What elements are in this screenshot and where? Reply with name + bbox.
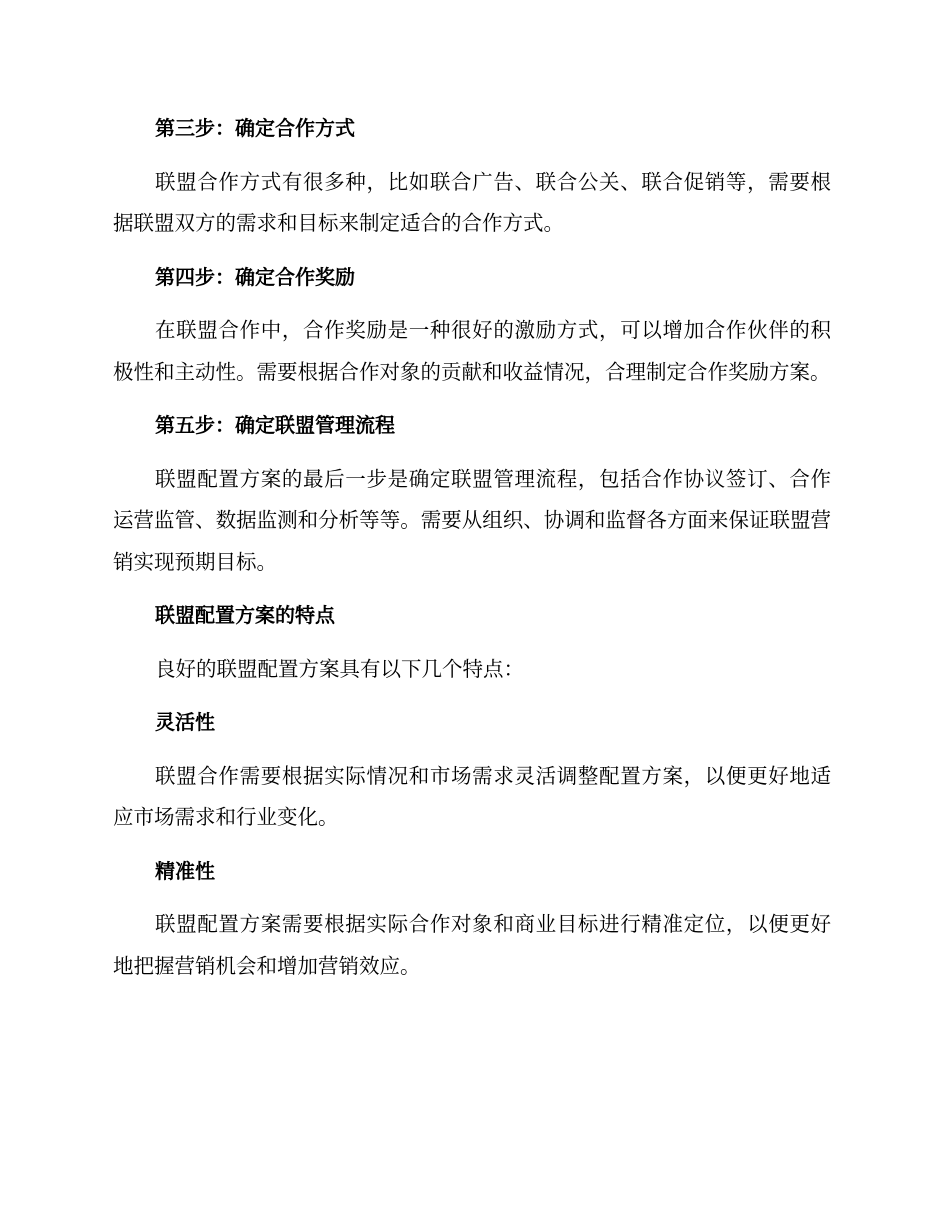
section-heading-step-3: 第三步：确定合作方式	[155, 116, 355, 140]
section-paragraph-precision: 联盟配置方案需要根据实际合作对象和商业目标进行精准定位，以便更好地把握营销机会和增加营销效应。	[113, 912, 831, 978]
section-heading-step-5: 第五步：确定联盟管理流程	[155, 413, 395, 437]
section-heading-features: 联盟配置方案的特点	[155, 603, 335, 627]
section-paragraph-step-4: 在联盟合作中，合作奖励是一种很好的激励方式，可以增加合作伙伴的积极性和主动性。需要根据合作对象的贡献和收益情况，合理制定合作奖励方案。	[113, 318, 831, 384]
section-paragraph-step-3: 联盟合作方式有很多种，比如联合广告、联合公关、联合促销等，需要根据联盟双方的需求和目标来制定适合的合作方式。	[113, 169, 831, 235]
section-heading-step-4: 第四步：确定合作奖励	[155, 264, 355, 289]
section-heading-precision: 精准性	[155, 858, 215, 883]
section-paragraph-flexibility: 联盟合作需要根据实际情况和市场需求灵活调整配置方案，以便更好地适应市场需求和行业变化。	[113, 763, 831, 829]
document-body	[113, 108, 831, 999]
section-heading-flexibility: 灵活性	[155, 710, 215, 734]
section-paragraph-features: 良好的联盟配置方案具有以下几个特点：	[155, 656, 524, 681]
section-paragraph-step-5: 联盟配置方案的最后一步是确定联盟管理流程，包括合作协议签订、合作运营监管、数据监测和分析等等。需要从组织、协调和监督各方面来保证联盟营销实现预期目标。	[113, 466, 831, 574]
